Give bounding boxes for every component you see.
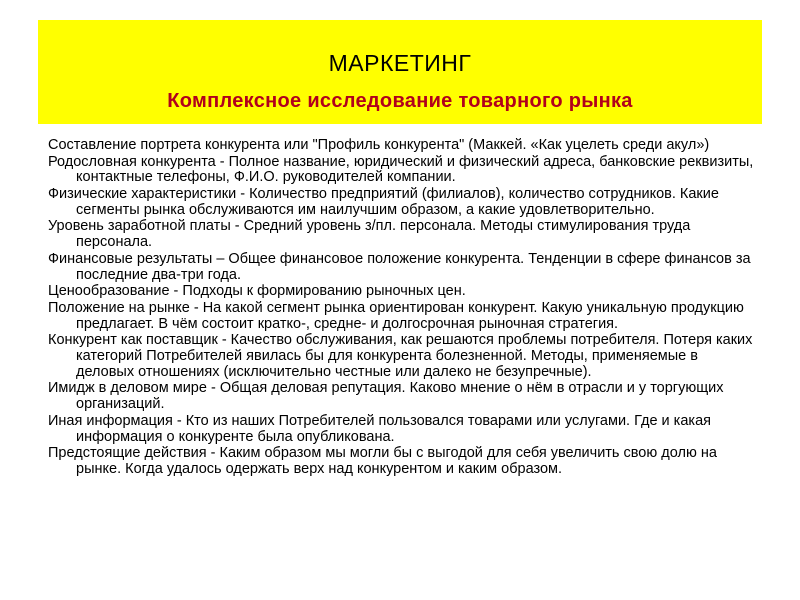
list-item: Имидж в деловом мире - Общая деловая репутация. Каково мнение о нём в отрасли и у торгующих организаций.: [48, 380, 724, 413]
list-item: Уровень заработной платы - Средний уровень з/пл. персонала. Методы стимулирования труда персонала.: [48, 218, 691, 251]
list-item: Иная информация - Кто из наших Потребителей пользовался товарами или услугами. Где и какая информация о конкуренте была опубликована.: [48, 412, 711, 445]
list-item: Физические характеристики - Количество предприятий (филиалов), количество сотрудников. Какие сегменты рынка обслуживаются им наилучшим образом, а какие удовлетворительно.: [48, 185, 719, 218]
list-item: Составление портрета конкурента или "Профиль конкурента" (Маккей. «Как уцелеть среди акул»): [48, 137, 710, 153]
list-item: Предстоящие действия - Каким образом мы могли бы с выгодой для себя увеличить свою долю на рынке. Когда удалось одержать верх над конкурентом и каким образом.: [48, 445, 717, 478]
slide-title: МАРКЕТИНГ: [328, 50, 472, 76]
slide-subtitle: Комплексное исследование товарного рынка: [167, 90, 633, 112]
list-item: Положение на рынке - На какой сегмент рынка ориентирован конкурент. Какую уникальную продукцию предлагает. В чём состоит кратко-, средне- и долгосрочная рыночная стратегия.: [48, 299, 744, 332]
list-item: Конкурент как поставщик - Качество обслуживания, как решаются проблемы потребителя. Потеря каких категорий Потребителей явилась бы для конкурента болезненной. Методы, применяемые в деловых отношениях (исключительно честные или далеко не безупречные).: [48, 332, 753, 380]
header-band: [38, 20, 762, 124]
list-item: Финансовые результаты – Общее финансовое положение конкурента. Тенденции в сфере финансов за последние два-три года.: [48, 250, 751, 283]
list-item: Родословная конкурента - Полное название, юридический и физический адреса, банковские реквизиты, контактные телефоны, Ф.И.О. руководителей компании.: [48, 153, 754, 186]
content-list: [48, 138, 760, 479]
list-item: Ценообразование - Подходы к формированию рыночных цен.: [48, 283, 466, 300]
